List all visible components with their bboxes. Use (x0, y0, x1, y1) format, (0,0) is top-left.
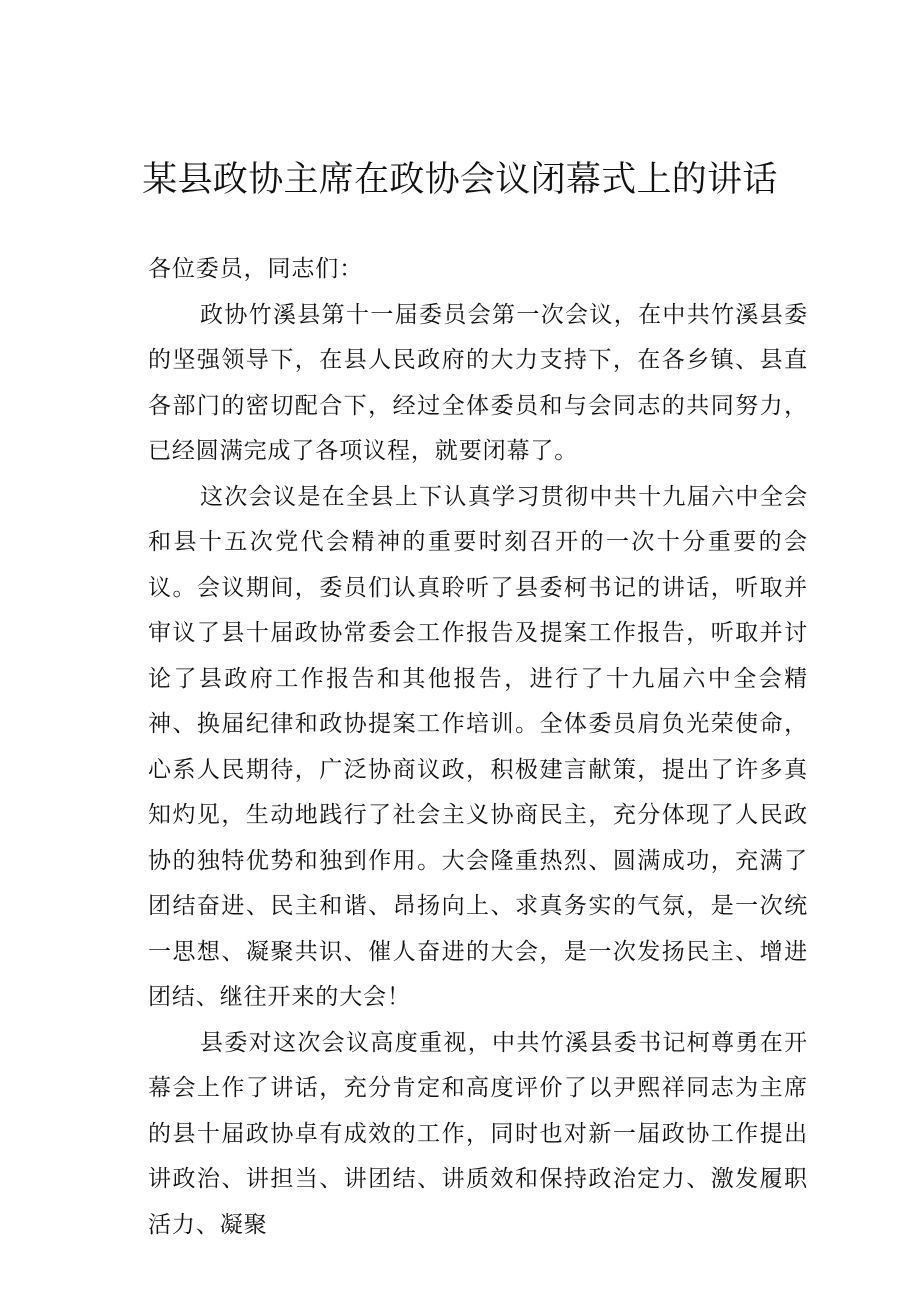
document-body (148, 247, 808, 1248)
document-title: 某县政协主席在政协会议闭幕式上的讲话 (142, 160, 778, 200)
salutation: 各位委员，同志们： (148, 256, 364, 282)
paragraph-2: 这次会议是在全县上下认真学习贯彻中共十九届六中全会和县十五次党代会精神的重要时刻召开的一次十分重要的会议。会议期间，委员们认真聆听了县委柯书记的讲话，听取并审议了县十届政协常委会工作报告及提案工作报告，听取并讨论了县政府工作报告和其他报告，进行了十九届六中全会精神、换届纪律和政协提案工作培训。全体委员肩负光荣使命，心系人民期待，广泛协商议政，积极建言献策，提出了许多真知灼见，生动地践行了社会主义协商民主，充分体现了人民政协的独特优势和独到作用。大会隆重热烈、圆满成功，充满了团结奋进、民主和谐、昂扬向上、求真务实的气氛，是一次统一思想、凝聚共识、催人奋进的大会，是一次发扬民主、增进团结、继往开来的大会！ (148, 483, 808, 1010)
paragraph-1: 政协竹溪县第十一届委员会第一次会议，在中共竹溪县委的坚强领导下，在县人民政府的大力支持下，在各乡镇、县直各部门的密切配合下，经过全体委员和与会同志的共同努力，已经圆满完成了各项议程，就要闭幕了。 (148, 301, 808, 464)
paragraph-3: 县委对这次会议高度重视，中共竹溪县委书记柯尊勇在开幕会上作了讲话，充分肯定和高度评价了以尹熙祥同志为主席的县十届政协卓有成效的工作，同时也对新一届政协工作提出讲政治、讲担当、讲团结、讲质效和保持政治定力、激发履职活力、凝聚 (148, 1029, 808, 1238)
